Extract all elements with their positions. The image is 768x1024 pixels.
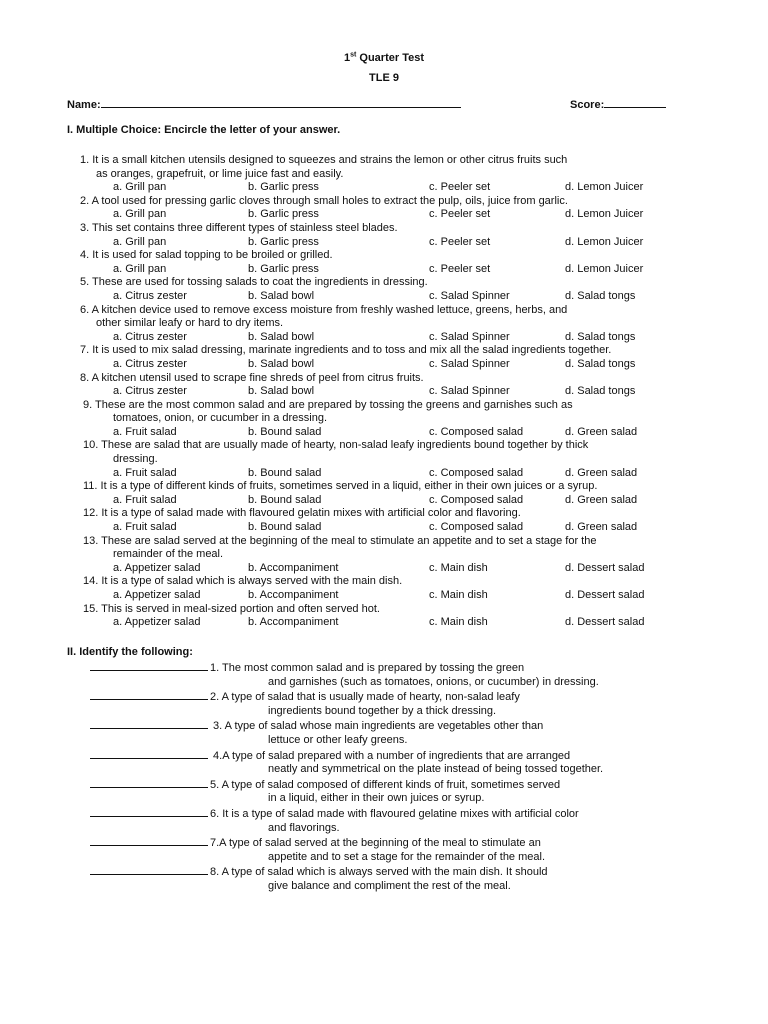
option-d[interactable]: d. Green salad — [565, 425, 638, 438]
identify-line — [0, 748, 768, 764]
question-5 — [0, 276, 768, 303]
question-1 — [0, 154, 768, 195]
question-6 — [0, 304, 768, 345]
identify-item-7 — [0, 835, 768, 864]
question-stem: 13. These are salad served at the beginning of the meal to stimulate an appetite and to set a stage for the — [83, 534, 597, 547]
identify-item-1 — [0, 660, 768, 689]
question-8 — [0, 372, 768, 399]
option-a[interactable]: a. Appetizer salad — [113, 616, 201, 629]
identify-text-continued: give balance and compliment the rest of the meal. — [268, 879, 511, 892]
answer-options — [0, 358, 768, 372]
option-b[interactable]: b. Garlic press — [248, 262, 319, 275]
option-c[interactable]: c. Peeler set — [429, 262, 491, 275]
identify-text: 5. A type of salad composed of different kinds of fruit, sometimes served — [210, 778, 561, 791]
option-d[interactable]: d. Green salad — [565, 493, 638, 506]
option-c[interactable]: c. Main dish — [429, 561, 488, 574]
answer-options — [0, 181, 768, 195]
answer-options — [0, 290, 768, 304]
option-a[interactable]: a. Citrus zester — [113, 330, 187, 343]
option-c[interactable]: c. Peeler set — [429, 235, 491, 248]
option-d[interactable]: d. Lemon Juicer — [565, 181, 644, 194]
answer-blank[interactable] — [90, 864, 208, 875]
option-d[interactable]: d. Lemon Juicer — [565, 208, 644, 221]
option-a[interactable]: a. Grill pan — [113, 181, 167, 194]
answer-options — [0, 426, 768, 440]
identify-text: 1. The most common salad and is prepared by tossing the green — [210, 662, 525, 674]
identify-text-continued: appetite and to set a stage for the remainder of the meal. — [268, 850, 546, 863]
question-stem: 9. These are the most common salad and are prepared by tossing the greens and garnishes such as — [83, 398, 573, 411]
option-a[interactable]: a. Citrus zester — [113, 289, 187, 302]
answer-options — [0, 263, 768, 277]
option-a[interactable]: a. Appetizer salad — [113, 589, 201, 601]
identify-line — [0, 806, 768, 822]
question-stem: 6. A kitchen device used to remove excess moisture from freshly washed lettuce, greens, herbs, and — [80, 303, 568, 316]
identify-item-6 — [0, 806, 768, 835]
option-c[interactable]: c. Composed salad — [429, 425, 524, 438]
option-c[interactable]: c. Main dish — [429, 589, 488, 601]
question-11 — [0, 480, 768, 507]
option-d[interactable]: d. Lemon Juicer — [565, 235, 644, 248]
option-b[interactable]: b. Salad bowl — [248, 330, 315, 343]
option-b[interactable]: b. Bound salad — [248, 425, 322, 438]
answer-options — [0, 616, 768, 630]
option-d[interactable]: d. Dessert salad — [565, 589, 645, 601]
option-a[interactable]: a. Grill pan — [113, 235, 167, 248]
answer-blank[interactable] — [90, 718, 208, 729]
identify-text-continued: ingredients bound together by a thick dressing. — [268, 704, 497, 717]
score-blank[interactable] — [604, 97, 666, 108]
question-stem: 15. This is served in meal-sized portion and often served hot. — [83, 602, 380, 615]
option-c[interactable]: c. Composed salad — [429, 493, 524, 506]
option-c[interactable]: c. Composed salad — [429, 466, 524, 479]
identify-line — [0, 660, 768, 676]
question-stem: 7. It is used to mix salad dressing, marinate ingredients and to toss and mix all the salad ingredients together. — [80, 344, 612, 357]
identify-text-continued: and garnishes (such as tomatoes, onions, or cucumber) in dressing. — [268, 675, 599, 688]
answer-options — [0, 236, 768, 250]
option-a[interactable]: a. Fruit salad — [113, 466, 177, 479]
answer-blank[interactable] — [90, 748, 208, 759]
identify-line — [0, 835, 768, 851]
question-9 — [0, 399, 768, 440]
question-3 — [0, 222, 768, 249]
identify-item-5 — [0, 777, 768, 806]
option-a[interactable]: a. Fruit salad — [113, 425, 177, 438]
answer-options — [0, 385, 768, 399]
option-b[interactable]: b. Garlic press — [248, 235, 319, 248]
option-b[interactable]: b. Accompaniment — [248, 561, 339, 574]
question-stem-continued: dressing. — [113, 453, 158, 466]
option-b[interactable]: b. Garlic press — [248, 181, 319, 194]
identify-text: 4.A type of salad prepared with a number of ingredients that are arranged — [210, 749, 571, 762]
option-d[interactable]: d. Salad tongs — [565, 330, 636, 343]
option-c[interactable]: c. Salad Spinner — [429, 385, 510, 398]
option-b[interactable]: b. Salad bowl — [248, 289, 315, 302]
option-c[interactable]: c. Main dish — [429, 616, 488, 629]
question-stem-continued: tomatoes, onion, or cucumber in a dressing. — [113, 412, 328, 425]
question-13 — [0, 535, 768, 576]
identify-line — [0, 864, 768, 880]
option-a[interactable]: a. Grill pan — [113, 208, 167, 221]
answer-blank[interactable] — [90, 689, 208, 700]
question-14 — [0, 575, 768, 602]
option-b[interactable]: b. Bound salad — [248, 521, 322, 534]
option-b[interactable]: b. Bound salad — [248, 466, 322, 479]
answer-options — [0, 467, 768, 481]
section-1-heading: I. Multiple Choice: Encircle the letter of your answer. — [67, 124, 341, 136]
option-b[interactable]: b. Bound salad — [248, 493, 322, 506]
answer-options — [0, 521, 768, 535]
question-12 — [0, 507, 768, 534]
option-d[interactable]: d. Green salad — [565, 466, 638, 479]
option-d[interactable]: d. Dessert salad — [565, 616, 645, 629]
option-b[interactable]: b. Salad bowl — [248, 385, 315, 398]
answer-options — [0, 562, 768, 576]
question-stem: 14. It is a type of salad which is always served with the main dish. — [83, 575, 403, 588]
question-stem: 12. It is a type of salad made with flavoured gelatin mixes with artificial color and flavoring. — [83, 507, 521, 520]
identify-text-continued: and flavorings. — [268, 821, 340, 834]
answer-blank[interactable] — [90, 835, 208, 846]
option-b[interactable]: b. Garlic press — [248, 208, 319, 221]
option-a[interactable]: a. Appetizer salad — [113, 561, 201, 574]
answer-blank[interactable] — [90, 777, 208, 788]
answer-options — [0, 331, 768, 345]
question-stem: 2. A tool used for pressing garlic cloves through small holes to extract the pulp, oils, juice from garlic. — [80, 194, 568, 207]
identify-item-8 — [0, 864, 768, 893]
option-d[interactable]: d. Salad tongs — [565, 289, 636, 302]
section-2-heading: II. Identify the following: — [67, 646, 193, 658]
question-7 — [0, 344, 768, 371]
answer-blank[interactable] — [90, 660, 208, 671]
test-subtitle: TLE 9 — [369, 72, 399, 84]
multiple-choice-list — [0, 154, 768, 630]
option-d[interactable]: d. Salad tongs — [565, 357, 636, 370]
answer-options — [0, 208, 768, 222]
option-c[interactable]: c. Composed salad — [429, 521, 524, 534]
option-a[interactable]: a. Fruit salad — [113, 493, 177, 506]
identify-line — [0, 689, 768, 705]
identification-list — [0, 660, 768, 894]
identify-line — [0, 718, 768, 734]
identify-line — [0, 777, 768, 793]
identify-text-continued: in a liquid, either in their own juices or syrup. — [268, 792, 485, 805]
name-field: Name: — [67, 97, 461, 113]
identify-item-2 — [0, 689, 768, 718]
question-2 — [0, 195, 768, 222]
test-title: 1st Quarter Test — [343, 51, 424, 64]
option-a[interactable]: a. Citrus zester — [113, 357, 187, 370]
question-4 — [0, 249, 768, 276]
option-c[interactable]: c. Peeler set — [429, 181, 491, 194]
question-stem: 5. These are used for tossing salads to coat the ingredients in dressing. — [80, 276, 428, 289]
option-a[interactable]: a. Grill pan — [113, 262, 167, 275]
question-stem: 11. It is a type of different kinds of fruits, sometimes served in a liquid, either in their own juices or a syrup. — [83, 480, 598, 493]
option-b[interactable]: b. Accompaniment — [248, 616, 339, 629]
identify-text: 6. It is a type of salad made with flavoured gelatine mixes with artificial color — [210, 807, 579, 820]
option-c[interactable]: c. Peeler set — [429, 208, 491, 221]
identify-text: 8. A type of salad which is always served with the main dish. It should — [210, 866, 548, 879]
option-d[interactable]: d. Lemon Juicer — [565, 262, 644, 275]
identify-text-continued: neatly and symmetrical on the plate instead of being tossed together. — [268, 763, 604, 776]
name-blank[interactable] — [101, 97, 461, 108]
option-d[interactable]: d. Dessert salad — [565, 561, 645, 574]
question-stem: 4. It is used for salad topping to be broiled or grilled. — [80, 249, 333, 262]
question-stem: 8. A kitchen utensil used to scrape fine shreds of peel from citrus fruits. — [80, 371, 424, 384]
question-stem-continued: remainder of the meal. — [113, 548, 224, 561]
identify-text: 7.A type of salad served at the beginning of the meal to stimulate an — [210, 837, 541, 850]
option-b[interactable]: b. Accompaniment — [248, 589, 339, 601]
option-a[interactable]: a. Fruit salad — [113, 521, 177, 534]
answer-blank[interactable] — [90, 806, 208, 817]
question-15 — [0, 603, 768, 630]
option-c[interactable]: c. Salad Spinner — [429, 357, 510, 370]
question-stem: 3. This set contains three different types of stainless steel blades. — [80, 221, 398, 234]
option-c[interactable]: c. Salad Spinner — [429, 289, 510, 302]
question-stem-continued: other similar leafy or hard to dry items. — [96, 317, 284, 330]
option-d[interactable]: d. Green salad — [565, 521, 638, 534]
option-c[interactable]: c. Salad Spinner — [429, 330, 510, 343]
option-d[interactable]: d. Salad tongs — [565, 385, 636, 398]
identify-text: 2. A type of salad that is usually made of hearty, non-salad leafy — [210, 691, 520, 704]
question-stem-continued: as oranges, grapefruit, or lime juice fast and easily. — [96, 167, 344, 180]
answer-options — [0, 589, 768, 603]
question-stem: 10. These are salad that are usually made of hearty, non-salad leafy ingredients bound together by thick — [83, 439, 589, 452]
answer-options — [0, 494, 768, 508]
identify-text: 3. A type of salad whose main ingredients are vegetables other than — [210, 720, 544, 733]
identify-text-continued: lettuce or other leafy greens. — [268, 733, 408, 746]
identify-item-3 — [0, 718, 768, 747]
identify-item-4 — [0, 748, 768, 777]
option-b[interactable]: b. Salad bowl — [248, 357, 315, 370]
question-stem: 1. It is a small kitchen utensils designed to squeezes and strains the lemon or other citrus fruits such — [80, 154, 568, 166]
option-a[interactable]: a. Citrus zester — [113, 385, 187, 398]
score-field: Score: — [570, 97, 666, 113]
question-10 — [0, 439, 768, 480]
